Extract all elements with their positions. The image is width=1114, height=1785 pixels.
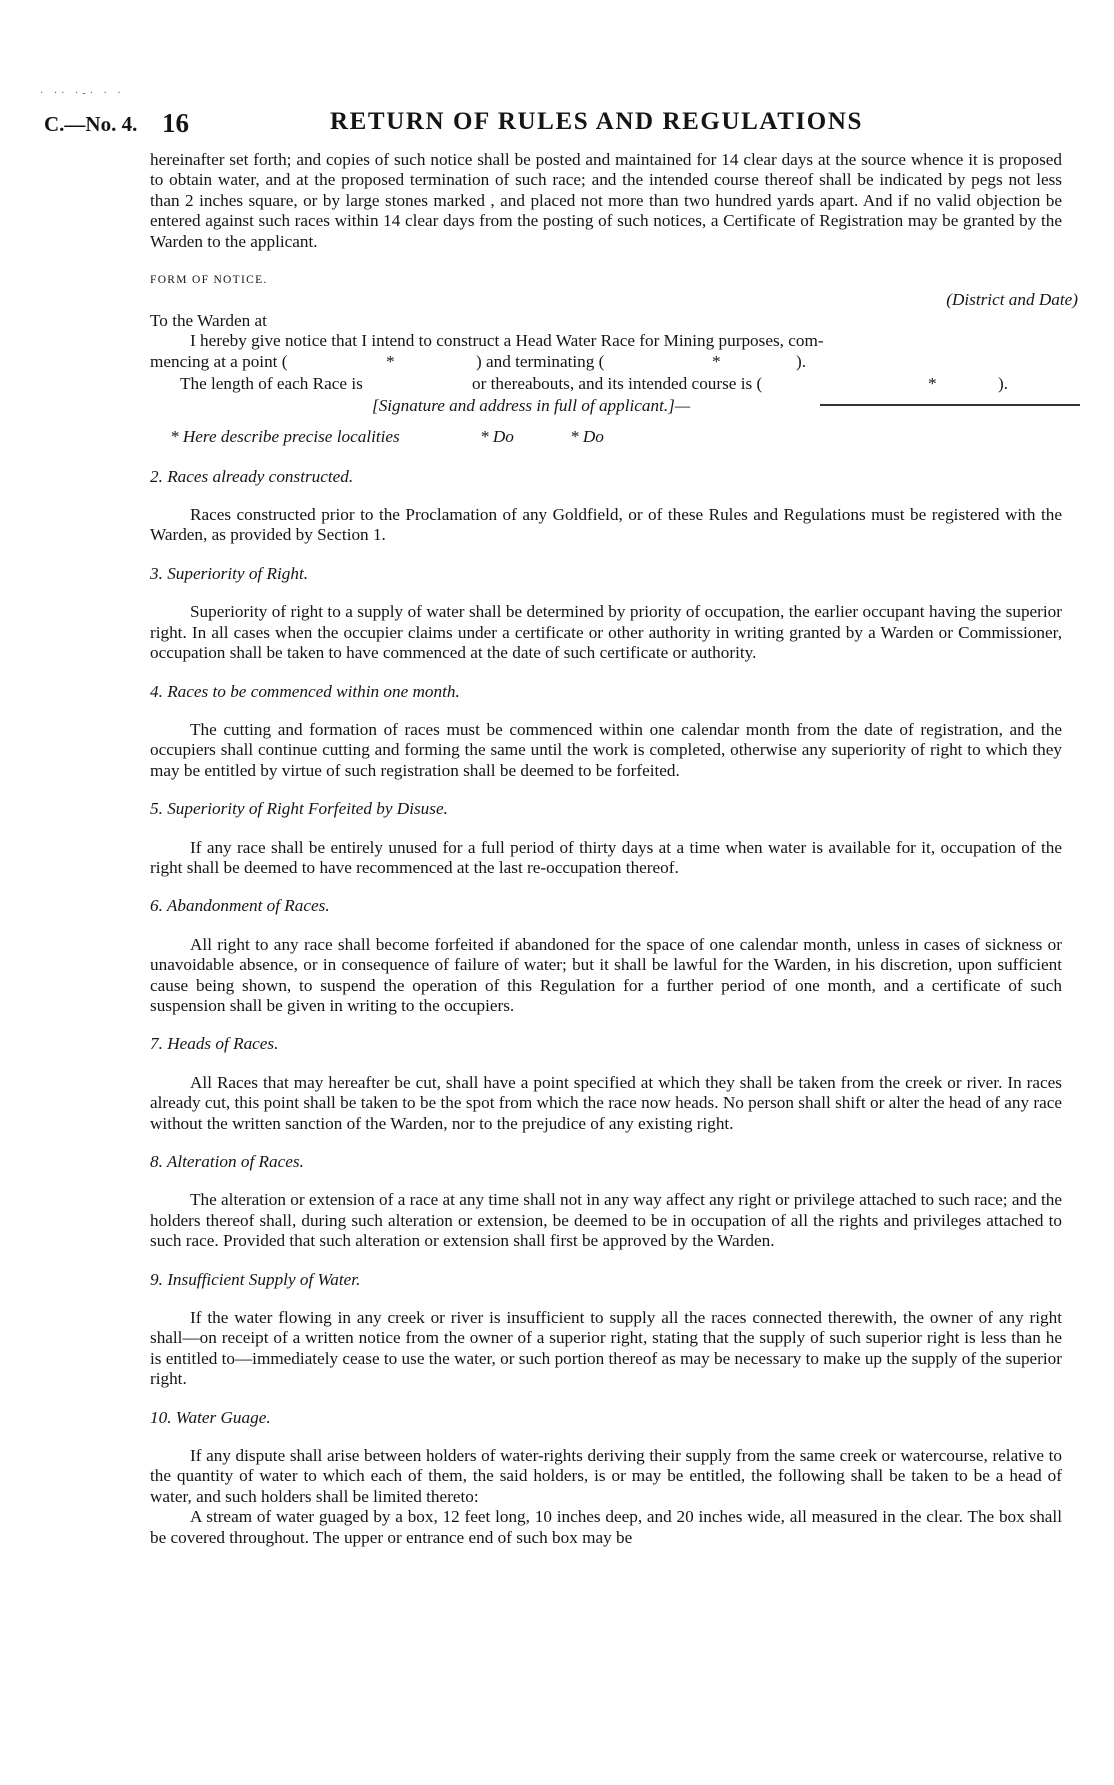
section-heading: 7. Heads of Races. (150, 1034, 279, 1054)
section-9 (150, 1270, 1062, 1390)
document-body (150, 150, 1078, 1548)
section-heading: 9. Insufficient Supply of Water. (150, 1269, 361, 1289)
section-heading: 4. Races to be commenced within one month. (150, 681, 460, 701)
form-line-2-asterisk-1: * (386, 351, 395, 371)
form-footnote (150, 427, 1062, 449)
section-heading: 10. Water Guage. (150, 1407, 271, 1427)
footnote-ditto-1: * Do (480, 426, 514, 446)
form-line-2-end: ). (796, 351, 807, 371)
section-3 (150, 564, 1062, 664)
section-7 (150, 1034, 1062, 1134)
section-8 (150, 1152, 1062, 1252)
form-line-2-start: mencing at a point ( (150, 351, 288, 371)
form-line-3-start: The length of each Race is (180, 373, 363, 393)
page-title: RETURN OF RULES AND REGULATIONS (330, 108, 864, 135)
section-heading: 3. Superiority of Right. (150, 563, 309, 583)
scan-specks: · ·· ·-· · · (40, 88, 125, 99)
section-5 (150, 799, 1062, 878)
section-heading: 6. Abandonment of Races. (150, 896, 330, 916)
footnote-localities: * Here describe precise localities (170, 426, 400, 446)
section-text: If any race shall be entirely unused for a full period of thirty days at a time when water is available for it, occupation of the right shall be deemed to have recommenced at the last re-occupation thereof. (150, 837, 1062, 877)
page-number: 16 (162, 108, 189, 138)
intro-paragraph: hereinafter set forth; and copies of such notice shall be posted and maintained for 14 clear days at the source whence it is proposed to obtain water, and at the proposed termination of such race; and the intended course thereof shall be indicated by pegs not less than 2 inches square, or by large stones marked , and placed not more than two hundred yards apart. And if no valid objection be entered against such races within 14 clear days from the posting of such notices, a Certificate of Registration may be granted by the Warden to the applicant. (150, 150, 1062, 251)
section-heading: 2. Races already constructed. (150, 466, 354, 486)
section-2 (150, 467, 1062, 546)
footnote-ditto-2: * Do (570, 426, 604, 446)
form-of-notice (150, 270, 1078, 449)
form-line-3-asterisk: * (928, 373, 937, 393)
form-to-line: To the Warden at (150, 310, 267, 330)
form-signature: [Signature and address in full of applicant.]— (372, 395, 691, 415)
form-line-1: I hereby give notice that I intend to construct a Head Water Race for Mining purposes, com- (190, 331, 824, 351)
section-10 (150, 1408, 1062, 1548)
form-heading: FORM OF NOTICE. (150, 274, 268, 287)
form-line-3-middle: or thereabouts, and its intended course is ( (472, 373, 763, 393)
document-reference: C.—No. 4. (44, 112, 138, 136)
form-line-3 (150, 374, 1062, 396)
section-text: If the water flowing in any creek or river is insufficient to supply all the races connected therewith, the owner of any right shall—on receipt of a written notice from the owner of a superior right, stating that the supply of such superior right is less than he is entitled to—immediately cease to use the water, or such portion thereof as may be necessary to make up the supply of the superior right. (150, 1308, 1062, 1389)
form-line-3-end: ). (998, 373, 1009, 393)
page-header (40, 106, 1080, 140)
section-text: The alteration or extension of a race at any time shall not in any way affect any right or privilege attached to such race; and the holders thereof shall, during such alteration or extension, be deemed to be in occupation of all the rights and privileges attached to such race. Provided that such alteration or extension shall first be approved by the Warden. (150, 1190, 1062, 1251)
form-signature-row (150, 396, 1062, 418)
section-6 (150, 896, 1062, 1016)
form-line-2-middle: ) and terminating ( (476, 351, 605, 371)
section-text: Superiority of right to a supply of water shall be determined by priority of occupation, the earlier occupant having the superior right. In all cases when the occupier claims under a certificate or other authority in writing granted by a Warden or Commissioner, occupation shall be taken to have commenced at the date of such certificate or authority. (150, 602, 1062, 663)
section-heading: 5. Superiority of Right Forfeited by Disuse. (150, 799, 448, 819)
form-line-2-asterisk-2: * (712, 351, 721, 371)
section-text: All Races that may hereafter be cut, shall have a point specified at which they shall be taken from the creek or river. In races already cut, this point shall be taken to be the spot from which the race now heads. No person shall shift or alter the head of any race without the written sanction of the Warden, nor to the prejudice of any existing right. (150, 1072, 1062, 1133)
form-district-date: (District and Date) (946, 290, 1078, 310)
section-heading: 8. Alteration of Races. (150, 1152, 304, 1171)
form-line-2 (150, 352, 1062, 374)
section-text: If any dispute shall arise between holders of water-rights deriving their supply from the same creek or watercourse, relative to the quantity of water to which each of them, the said holders, is or may be entitled, the following shall be taken to be a head of water, and such holders shall be limited thereto: (150, 1446, 1062, 1506)
section-text: Races constructed prior to the Proclamation of any Goldfield, or of these Rules and Regulations must be registered with the Warden, as provided by Section 1. (150, 505, 1062, 545)
section-text: The cutting and formation of races must be commenced within one calendar month from the date of registration, and the occupiers shall continue cutting and forming the same until the work is completed, otherwise any superiority of right to which they may be entitled by virtue of such registration shall be deemed to be forfeited. (150, 719, 1062, 780)
section-text: All right to any race shall become forfeited if abandoned for the space of one calendar month, unless in cases of sickness or unavoidable absence, or in consequence of failure of water; but it shall be lawful for the Warden, in his discretion, upon sufficient cause being shown, to suspend the operation of this Regulation for a further period of one month, and a certificate of such suspension shall be given in writing to the occupiers. (150, 934, 1062, 1015)
section-text-continued: A stream of water guaged by a box, 12 feet long, 10 inches deep, and 20 inches wide, all measured in the clear. The box shall be covered throughout. The upper or entrance end of such box may be (150, 1507, 1062, 1547)
section-4 (150, 682, 1062, 782)
signature-rule (820, 404, 1080, 406)
